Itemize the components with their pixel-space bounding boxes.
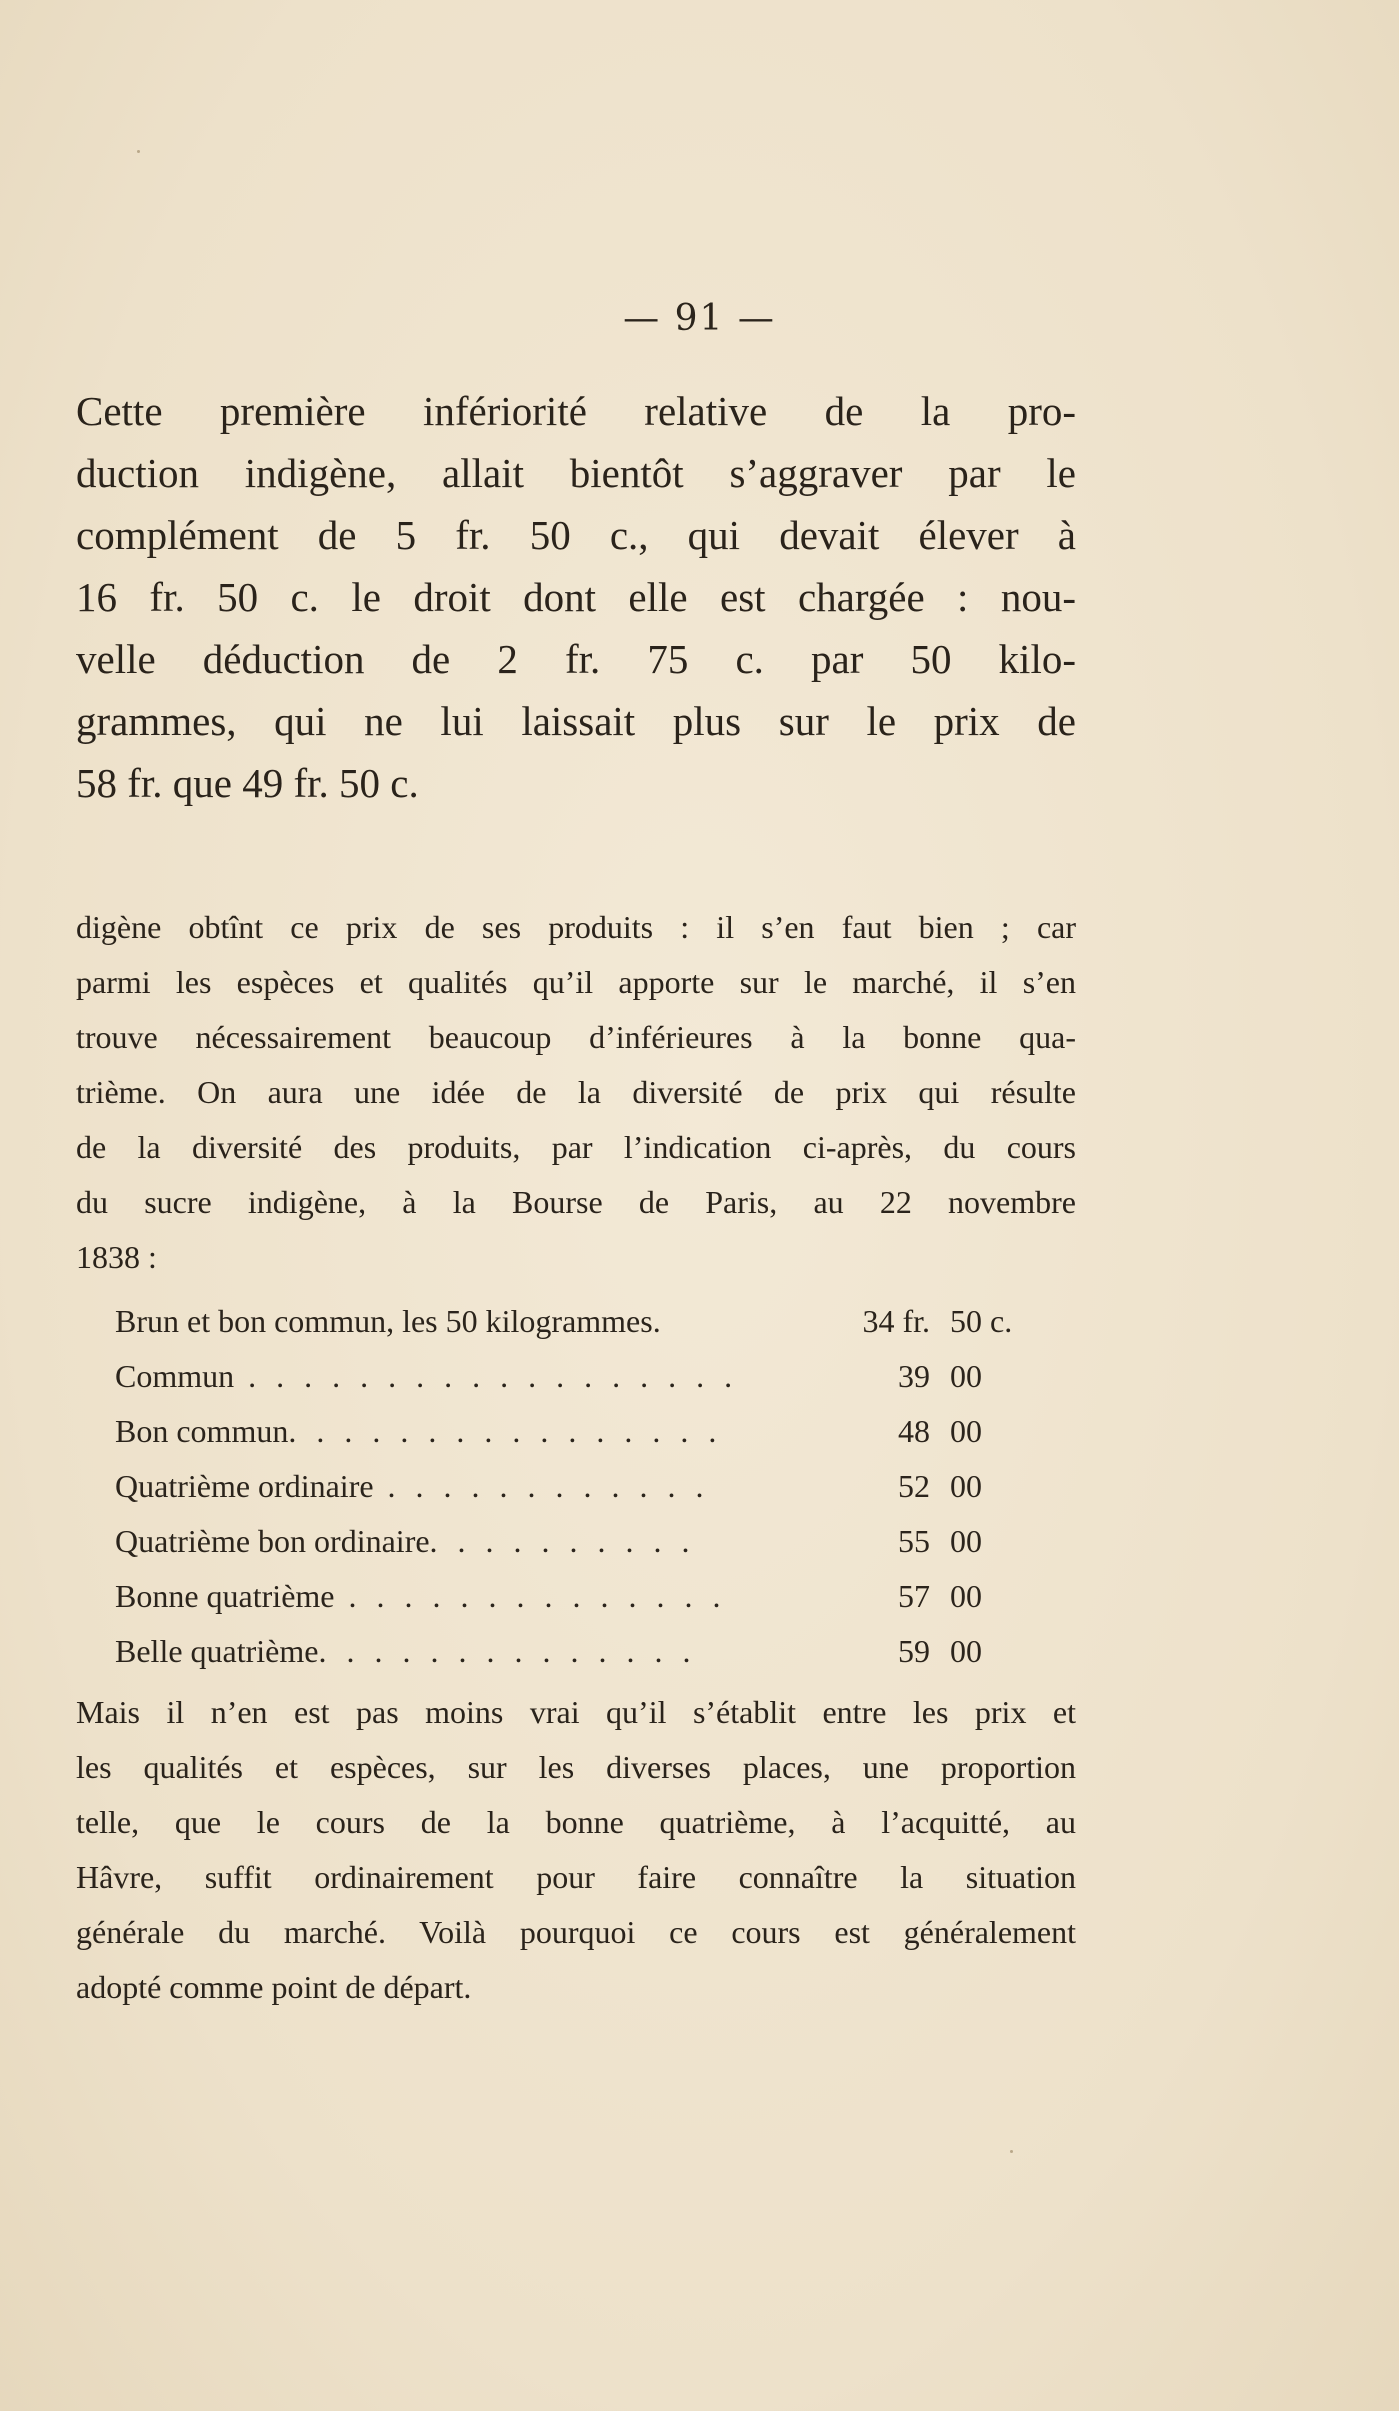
- text-line: Mais il n’en est pas moins vrai qu’il s’établit entre les prix et: [76, 1694, 1076, 1730]
- text-line: 16 fr. 50 c. le droit dont elle est chargée : nou-: [76, 574, 1076, 620]
- price-centimes: 50 c.: [950, 1303, 1013, 1339]
- price-francs: 55: [898, 1523, 930, 1559]
- text-line: 58 fr. que 49 fr. 50 c.: [76, 760, 419, 806]
- paper-speck: [1010, 2150, 1013, 2153]
- row-label: Bonne quatrième: [115, 1578, 335, 1614]
- text-line: grammes, qui ne lui laissait plus sur le prix de: [76, 698, 1076, 744]
- row-label: Belle quatrième: [115, 1633, 319, 1669]
- table-row: [115, 1624, 1055, 1679]
- text-line: adopté comme point de départ.: [76, 1969, 472, 2005]
- paragraph-conclusion: [76, 1685, 1076, 2015]
- leader-dots: . . . . . . . . . . . . . . . . . .: [234, 1358, 739, 1394]
- price-centimes: 00: [950, 1413, 982, 1449]
- text-line: velle déduction de 2 fr. 75 c. par 50 kilo-: [76, 636, 1076, 682]
- price-francs: 34 fr.: [862, 1303, 930, 1339]
- price-francs: 39: [898, 1358, 930, 1394]
- text-line: de la diversité des produits, par l’indication ci-après, du cours: [76, 1129, 1076, 1165]
- price-centimes: 00: [950, 1633, 982, 1669]
- table-row: [115, 1294, 1055, 1349]
- leader-dots: . . . . . . . . . . . .: [373, 1468, 710, 1504]
- text-line: digène obtînt ce prix de ses produits : il s’en faut bien ; car: [76, 909, 1076, 945]
- text-line: parmi les espèces et qualités qu’il apporte sur le marché, il s’en: [76, 964, 1076, 1000]
- leader-dots: . . . . . . . . . .: [429, 1523, 696, 1559]
- price-centimes: 00: [950, 1358, 982, 1394]
- text-line: générale du marché. Voilà pourquoi ce cours est généralement: [76, 1914, 1076, 1950]
- paper-speck: [137, 150, 140, 153]
- text-line: 1838 :: [76, 1239, 157, 1275]
- price-centimes: 00: [950, 1468, 982, 1504]
- paragraph-footnote: [76, 900, 1076, 1285]
- row-label: Bon commun: [115, 1413, 289, 1449]
- leader-dots: . . . . . . . . . . . . . .: [318, 1633, 697, 1669]
- price-francs: 48: [898, 1413, 930, 1449]
- table-row: [115, 1569, 1055, 1624]
- price-francs: 57: [898, 1578, 930, 1614]
- price-centimes: 00: [950, 1523, 982, 1559]
- text-line: du sucre indigène, à la Bourse de Paris, au 22 novembre: [76, 1184, 1076, 1220]
- row-label: Commun: [115, 1358, 235, 1394]
- row-label: Quatrième bon ordinaire: [115, 1523, 430, 1559]
- leader-dots: . . . . . . . . . . . . . . . .: [288, 1413, 723, 1449]
- text-line: telle, que le cours de la bonne quatrième, à l’acquitté, au: [76, 1804, 1076, 1840]
- price-centimes: 00: [950, 1578, 982, 1614]
- table-row: [115, 1514, 1055, 1569]
- price-francs: 59: [898, 1633, 930, 1669]
- text-line: complément de 5 fr. 50 c., qui devait élever à: [76, 512, 1076, 558]
- row-label: Brun et bon commun, les 50 kilogrammes.: [115, 1303, 661, 1339]
- paragraph-main: [76, 380, 1076, 814]
- table-row: [115, 1349, 1055, 1404]
- table-row: [115, 1404, 1055, 1459]
- row-label: Quatrième ordinaire: [115, 1468, 374, 1504]
- text-line: Hâvre, suffit ordinairement pour faire connaître la situation: [76, 1859, 1076, 1895]
- page-number: — 91 —: [623, 298, 776, 339]
- text-line: trouve nécessairement beaucoup d’inférieures à la bonne qua-: [76, 1019, 1076, 1055]
- text-line: duction indigène, allait bientôt s’aggraver par le: [76, 450, 1076, 496]
- text-line: trième. On aura une idée de la diversité de prix qui résulte: [76, 1074, 1076, 1110]
- text-line: les qualités et espèces, sur les diverses places, une proportion: [76, 1749, 1076, 1785]
- sugar-price-table: [115, 1294, 1055, 1679]
- price-francs: 52: [898, 1468, 930, 1504]
- leader-dots: . . . . . . . . . . . . . .: [334, 1578, 727, 1614]
- table-row: [115, 1459, 1055, 1514]
- text-line: Cette première infériorité relative de la pro-: [76, 388, 1076, 434]
